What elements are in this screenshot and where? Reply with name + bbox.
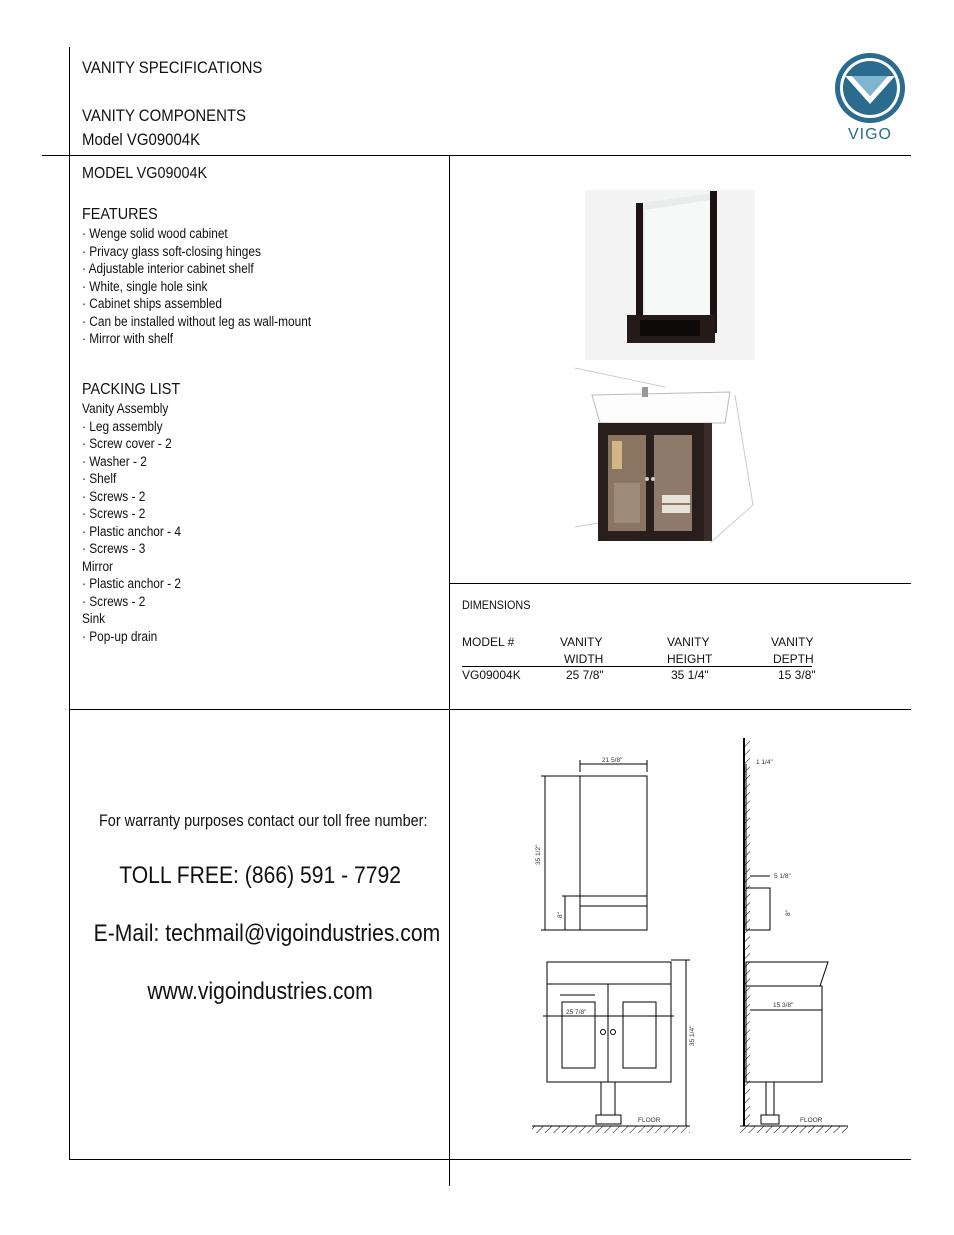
spec-title: VANITY SPECIFICATIONS xyxy=(82,58,263,77)
mirror-height-label: 35 1/2" xyxy=(535,844,542,865)
list-item: · Screws - 2 xyxy=(82,593,146,609)
list-item: · Washer - 2 xyxy=(82,453,147,469)
row-width: 25 7/8" xyxy=(566,668,604,682)
list-item: · Screw cover - 2 xyxy=(82,436,172,451)
mirror-front-outline xyxy=(580,776,647,930)
features-title: FEATURES xyxy=(82,206,158,223)
list-item: · Screws - 3 xyxy=(82,541,146,556)
sink-outline xyxy=(547,962,671,984)
header-divider xyxy=(42,155,911,156)
list-item: · Adjustable interior cabinet shelf xyxy=(82,261,254,276)
row-height: 35 1/4" xyxy=(671,668,709,682)
header-width-2: WIDTH xyxy=(564,652,604,666)
website-link[interactable]: www.vigoindustries.com xyxy=(147,978,373,1005)
dimensions-rule xyxy=(462,666,812,667)
list-item: · Pop-up drain xyxy=(82,628,158,644)
vanity-width-label: 25 7/8" xyxy=(566,1009,587,1016)
list-item: · Mirror with shelf xyxy=(82,331,174,346)
dimensions-title: DIMENSIONS xyxy=(462,598,531,612)
bottom-divider xyxy=(69,1159,911,1160)
mirror-width-label: 21 5/8" xyxy=(602,757,623,764)
logo-text: VIGO xyxy=(847,126,892,143)
list-item: · Screws - 2 xyxy=(82,488,146,504)
toll-free-number: TOLL FREE: (866) 591 - 7792 xyxy=(119,862,401,889)
components-title: VANITY COMPONENTS xyxy=(82,106,247,125)
mirror-image xyxy=(560,185,770,365)
packing-title: PACKING LIST xyxy=(82,381,181,398)
technical-drawing xyxy=(450,710,910,1158)
shelf-depth-label: 5 1/8" xyxy=(774,873,791,880)
warranty-text: For warranty purposes contact our toll free number: xyxy=(98,811,428,830)
model-heading: Model VG09004K xyxy=(82,130,201,149)
email-address[interactable]: E-Mail: techmail@vigoindustries.com xyxy=(93,920,441,947)
side-shelf-height-label: 8" xyxy=(785,910,792,916)
wall-offset-label: 1 1/4" xyxy=(756,759,773,766)
row-depth: 15 3/8" xyxy=(778,668,816,682)
floor-front-label: FLOOR xyxy=(638,1117,661,1124)
list-item: · White, single hole sink xyxy=(82,278,208,294)
list-item: · Plastic anchor - 2 xyxy=(82,576,182,591)
list-item: · Screws - 2 xyxy=(82,506,146,521)
vanity-height-label: 35 1/4" xyxy=(689,1025,696,1046)
list-item: · Cabinet ships assembled xyxy=(82,296,223,311)
list-item: Sink xyxy=(82,611,106,626)
list-item: · Can be installed without leg as wall-mount xyxy=(82,313,312,329)
list-item: Mirror xyxy=(82,558,114,574)
list-item: · Wenge solid wood cabinet xyxy=(82,226,228,241)
vigo-logo xyxy=(830,50,910,150)
list-item: Vanity Assembly xyxy=(82,401,169,416)
list-item: · Leg assembly xyxy=(82,418,163,434)
list-item: · Privacy glass soft-closing hinges xyxy=(82,243,261,259)
vanity-image xyxy=(570,365,760,550)
floor-side-label: FLOOR xyxy=(800,1117,823,1124)
header-height-2: HEIGHT xyxy=(667,652,713,666)
list-item: · Shelf xyxy=(82,471,117,486)
header-model: MODEL # xyxy=(462,635,515,649)
features-list xyxy=(82,225,311,348)
vanity-depth-label: 15 3/8" xyxy=(773,1002,794,1009)
row-model: VG09004K xyxy=(462,668,521,682)
header-height-1: VANITY xyxy=(667,635,710,649)
model-label: MODEL VG09004K xyxy=(82,165,208,182)
list-item: · Plastic anchor - 4 xyxy=(82,523,182,539)
packing-list xyxy=(82,400,181,645)
right-mid-divider xyxy=(449,583,911,584)
shelf-height-label: 8" xyxy=(557,912,564,918)
header-depth-1: VANITY xyxy=(771,635,814,649)
header-depth-2: DEPTH xyxy=(773,652,814,666)
header-width-1: VANITY xyxy=(560,635,603,649)
